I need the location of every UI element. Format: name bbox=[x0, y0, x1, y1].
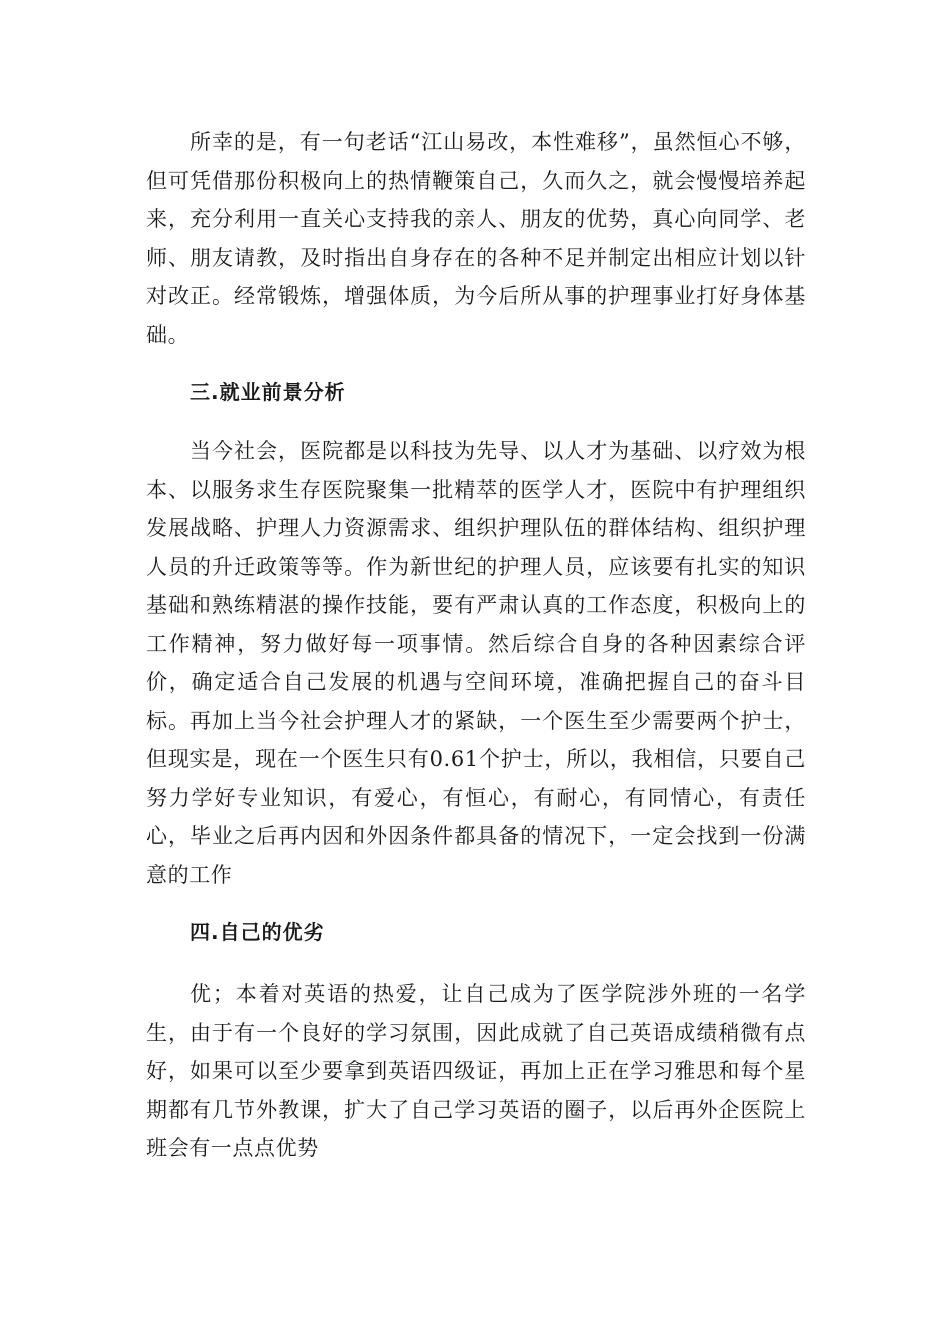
section-heading-employment-prospects: 三.就业前景分析 bbox=[190, 380, 346, 404]
section-heading-strengths-weaknesses: 四.自己的优劣 bbox=[190, 920, 325, 944]
paragraph-persistence: 所幸的是，有一句老话“江山易改，本性难移”，虽然恒心不够，但可凭借那份积极向上的热情鞭策自己，久而久之，就会慢慢培养起来，充分利用一直关心支持我的亲人、朋友的优势，真心向同学、老师、朋友请教，及时指出自身存在的各种不足并制定出相应计划以针对改正。经常锻炼，增强体质，为今后所从事的护理事业打好身体基础。 bbox=[146, 130, 806, 347]
paragraph-strengths: 优；本着对英语的热爱，让自己成为了医学院涉外班的一名学生，由于有一个良好的学习氛围，因此成就了自己英语成绩稍微有点好，如果可以至少要拿到英语四级证，再加上正在学习雅思和每个星期都有几节外教课，扩大了自己学习英语的圈子，以后再外企医院上班会有一点点优势 bbox=[146, 982, 806, 1160]
paragraph-employment-analysis: 当今社会，医院都是以科技为先导、以人才为基础、以疗效为根本、以服务求生存医院聚集一批精萃的医学人才，医院中有护理组织发展战略、护理人力资源需求、组织护理队伍的群体结构、组织护理人员的升迁政策等等。作为新世纪的护理人员，应该要有扎实的知识基础和熟练精湛的操作技能，要有严肃认真的工作态度，积极向上的工作精神，努力做好每一项事情。然后综合自身的各种因素综合评价，确定适合自己发展的机遇与空间环境，准确把握自己的奋斗目标。再加上当今社会护理人才的紧缺，一个医生至少需要两个护士，但现实是，现在一个医生只有0.61个护士，所以，我相信，只要自己努力学好专业知识，有爱心，有恒心，有耐心，有同情心，有责任心，毕业之后再内因和外因条件都具备的情况下，一定会找到一份满意的工作 bbox=[146, 439, 806, 887]
